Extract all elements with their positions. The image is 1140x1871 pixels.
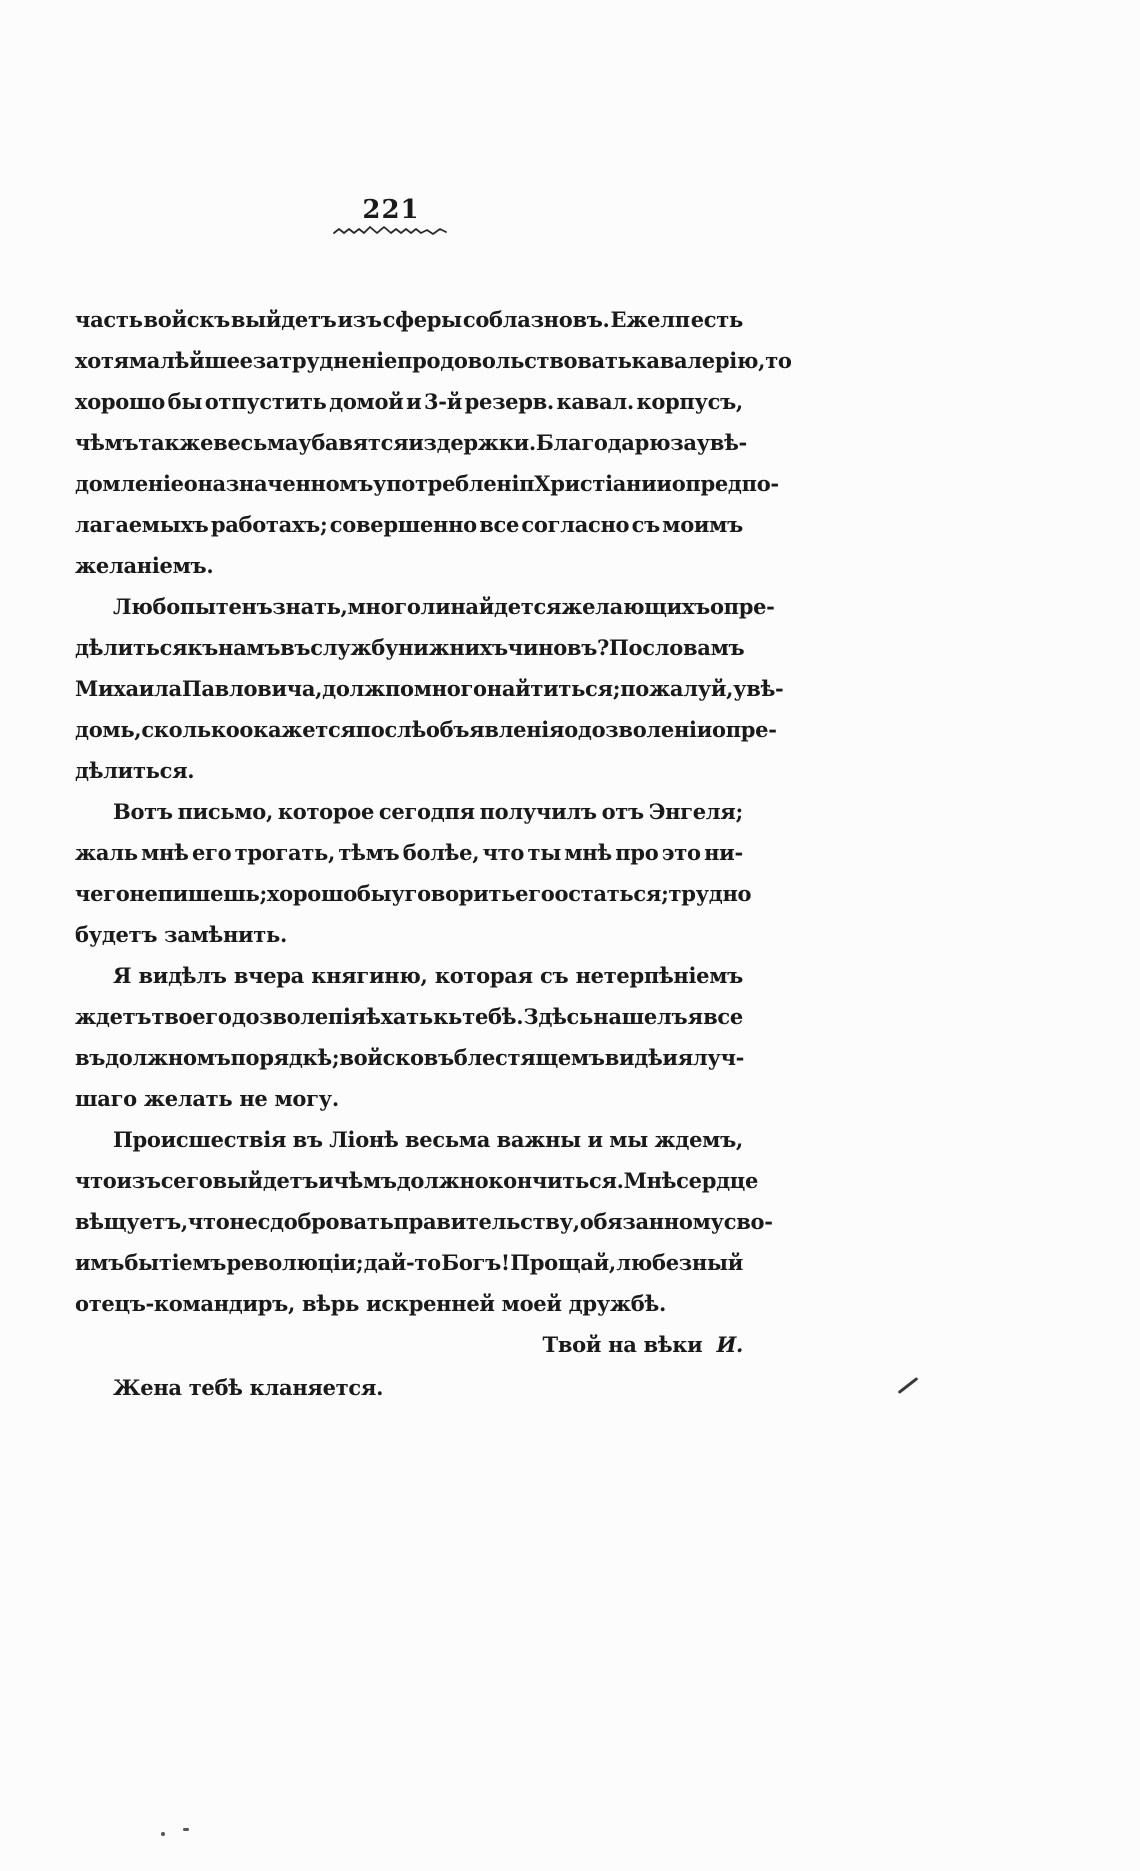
word: предпо- (685, 471, 779, 496)
text-line (75, 463, 779, 504)
paragraph (75, 791, 752, 955)
ink-dot (161, 1832, 165, 1836)
word: Павловича, (181, 676, 323, 701)
paragraph (75, 955, 743, 1119)
word: назначенномъ (197, 471, 374, 496)
text-line: отецъ-командиръ, вѣрь искренней моей дружбѣ. (75, 1291, 666, 1316)
word: правительству, (393, 1209, 580, 1234)
word: чиновъ? (507, 635, 610, 660)
word: я (687, 1004, 703, 1029)
word: его (191, 840, 232, 865)
word: есть (690, 307, 743, 332)
word: княгиню, (311, 963, 428, 988)
word: должпо (322, 676, 414, 701)
word: ждетъ (75, 1004, 152, 1029)
text-line (75, 1242, 743, 1283)
word: Ежелп (610, 307, 690, 332)
text-line: желаніемъ. (75, 553, 214, 578)
word: Вотъ (113, 799, 173, 824)
text-line (75, 340, 792, 381)
word: По (609, 635, 643, 660)
word: послѣ (355, 717, 426, 742)
word: все (703, 1004, 743, 1029)
word: блестящемъ (453, 1045, 605, 1070)
word: болѣе, (402, 840, 480, 865)
word: домленіе (75, 471, 184, 496)
word: нетерпѣніемъ (575, 963, 743, 988)
word: опре- (712, 717, 777, 742)
word: моимъ (662, 512, 743, 537)
word: также (138, 430, 214, 455)
word: тебѣ. (462, 1004, 524, 1029)
word: домой (329, 389, 404, 414)
word: имъ (75, 1250, 125, 1275)
word: сдобровать (257, 1209, 394, 1234)
word: обязанному (579, 1209, 724, 1234)
word: ждемъ, (654, 1127, 743, 1152)
word: дозволепія (231, 1004, 366, 1029)
word: соблазновъ. (462, 307, 610, 332)
word: и (662, 1045, 678, 1070)
word: пожалуй, (620, 676, 734, 701)
text-line (75, 832, 743, 873)
word: домь, (75, 717, 142, 742)
word: получилъ (479, 799, 597, 824)
word: употребленіп (373, 471, 535, 496)
word: въ (292, 1127, 323, 1152)
text-line (75, 709, 777, 750)
word: увѣ- (733, 676, 784, 701)
word: о (183, 471, 198, 496)
text-line: дѣлиться. (75, 758, 195, 783)
word: найтиться; (486, 676, 621, 701)
word: 3-й (423, 389, 462, 414)
word: о (564, 717, 578, 742)
word: вчера (233, 963, 304, 988)
word: въ (75, 1045, 106, 1070)
word: луч- (692, 1045, 745, 1070)
text-line: шаго желать не могу. (75, 1086, 339, 1111)
paragraph (75, 299, 792, 586)
text-line (75, 381, 743, 422)
word: сво- (723, 1209, 773, 1234)
word: кавал. (556, 389, 634, 414)
word: знать, (272, 594, 348, 619)
word: порядкѣ; (230, 1045, 340, 1070)
word: опре- (709, 594, 775, 619)
word: что (187, 1209, 230, 1234)
word: малѣйшее (128, 348, 253, 373)
word: объявленія (425, 717, 565, 742)
word: работахъ; (210, 512, 328, 537)
word: уговорить (391, 881, 516, 906)
word: остаться; (554, 881, 669, 906)
word: Христіани (534, 471, 657, 496)
word: я (677, 1045, 693, 1070)
text-line (75, 1160, 759, 1201)
word: словамъ (642, 635, 745, 660)
postscript-line: Жена тебѣ кланяется. (113, 1375, 384, 1400)
word: убавятся (298, 430, 409, 455)
word: бытіемъ (124, 1250, 227, 1275)
word: весьма (213, 430, 299, 455)
word: ни- (704, 840, 743, 865)
word: Мнѣ (623, 1168, 677, 1193)
text-line (75, 1119, 743, 1160)
paragraph (75, 1119, 773, 1324)
page-text-column (75, 299, 792, 1408)
word: дай-то (363, 1250, 441, 1275)
word: о (671, 471, 686, 496)
word: про (615, 840, 659, 865)
word: сколько (141, 717, 240, 742)
word: Любопытенъ (113, 594, 273, 619)
word: бы (356, 881, 392, 906)
word: мнѣ (141, 840, 189, 865)
word: корпусъ, (636, 389, 743, 414)
paragraphs (75, 299, 792, 1324)
text-line (75, 422, 747, 463)
word: которое (277, 799, 375, 824)
word: много (413, 676, 487, 701)
word: часть (75, 307, 143, 332)
word: дозволеніи (577, 717, 713, 742)
word: лагаемыхъ (75, 512, 209, 537)
word: видѣлъ (138, 963, 227, 988)
word: не (229, 1209, 258, 1234)
word: ты (527, 840, 561, 865)
word: чѣмъ (333, 1168, 397, 1193)
word: къ (187, 635, 218, 660)
word: найдется (450, 594, 562, 619)
word: отъ (601, 799, 644, 824)
word: Богъ! (441, 1250, 510, 1275)
word: отпустить (204, 389, 327, 414)
word: и (656, 471, 672, 496)
word: и (587, 1127, 603, 1152)
word: Энгеля; (648, 799, 743, 824)
squiggle-divider-icon (332, 225, 450, 236)
word: съ (631, 512, 660, 537)
word: Здѣсь (523, 1004, 593, 1029)
word: хорошо (75, 389, 165, 414)
text-line (75, 996, 743, 1037)
signature-line (75, 1324, 743, 1365)
word: выйдетъ (212, 1168, 319, 1193)
signature-initial: И. (716, 1332, 743, 1357)
word: резерв. (464, 389, 554, 414)
word: намъ (218, 635, 281, 660)
word: весьма (405, 1127, 491, 1152)
text-line (75, 873, 752, 914)
word: Я (113, 963, 132, 988)
text-line (75, 586, 775, 627)
word: затрудненіе (252, 348, 398, 373)
word: твоего (151, 1004, 232, 1029)
word: кавалерію, (631, 348, 766, 373)
word: Прощай, (510, 1250, 616, 1275)
word: сего (160, 1168, 213, 1193)
text-line (75, 791, 743, 832)
word: должномъ (105, 1045, 231, 1070)
text-line (75, 1037, 743, 1078)
word: въ (423, 1045, 454, 1070)
word: войскъ (143, 307, 230, 332)
word: ли (420, 594, 451, 619)
page-header (57, 196, 725, 236)
word: его (515, 881, 555, 906)
word: согласно (521, 512, 630, 537)
word: за (670, 430, 697, 455)
text-line (75, 627, 743, 668)
word: трогать, (234, 840, 336, 865)
word: нижнихъ (398, 635, 508, 660)
word: хорошо (266, 881, 357, 906)
word: продовольствовать (397, 348, 632, 373)
word: кь (433, 1004, 462, 1029)
word: жаль (75, 840, 138, 865)
text-line (75, 1201, 773, 1242)
word: мы (609, 1127, 648, 1152)
word: что (482, 840, 525, 865)
word: сферы (382, 307, 462, 332)
word: бы (167, 389, 203, 414)
word: ѣхать (366, 1004, 433, 1029)
word: выйдетъ (230, 307, 337, 332)
word: любезный (616, 1250, 743, 1275)
word: и (318, 1168, 334, 1193)
word: кончиться. (488, 1168, 624, 1193)
word: дѣлиться (75, 635, 188, 660)
word: чѣмъ (75, 430, 139, 455)
word: трудно (668, 881, 752, 906)
word: съ (540, 963, 569, 988)
word: чего (75, 881, 130, 906)
word: войско (339, 1045, 424, 1070)
word: революціи; (226, 1250, 364, 1275)
word: важны (496, 1127, 581, 1152)
word: сегодпя (378, 799, 475, 824)
word: которая (434, 963, 533, 988)
word: изъ (337, 307, 382, 332)
word: службу (310, 635, 399, 660)
word: увѣ- (696, 430, 747, 455)
word: мнѣ (564, 840, 612, 865)
word: и (406, 389, 422, 414)
word: вѣщуетъ, (75, 1209, 188, 1234)
text-line (75, 668, 784, 709)
word: пишешь; (157, 881, 267, 906)
word: Происшествія (113, 1127, 287, 1152)
word: много (347, 594, 421, 619)
word: письмо, (177, 799, 274, 824)
word: видѣ (604, 1045, 663, 1070)
word: нашелъ (593, 1004, 688, 1029)
text-line (75, 504, 743, 545)
page-number: 221 (362, 195, 420, 225)
word: совершенно (329, 512, 477, 537)
text-line (75, 299, 743, 340)
word: окажется (239, 717, 356, 742)
word: въ (280, 635, 311, 660)
word: желающихъ (561, 594, 710, 619)
word: должно (396, 1168, 489, 1193)
word: тѣмъ (338, 840, 400, 865)
text-line (75, 955, 743, 996)
word: Михаила (75, 676, 182, 701)
word: сердце (676, 1168, 759, 1193)
ink-dash (183, 1828, 189, 1831)
signature-text: Твой на вѣки (542, 1332, 703, 1357)
paragraph (75, 586, 784, 791)
word: это (661, 840, 701, 865)
word: не (129, 881, 158, 906)
word: изъ (116, 1168, 161, 1193)
text-line: будетъ замѣнить. (75, 922, 287, 947)
word: все (479, 512, 520, 537)
word: хотя (75, 348, 129, 373)
word: то (765, 348, 792, 373)
word: что (75, 1168, 117, 1193)
word: Благодарю (535, 430, 671, 455)
word: издержки. (408, 430, 536, 455)
pen-mark (898, 1377, 919, 1394)
word: Ліонѣ (329, 1127, 399, 1152)
